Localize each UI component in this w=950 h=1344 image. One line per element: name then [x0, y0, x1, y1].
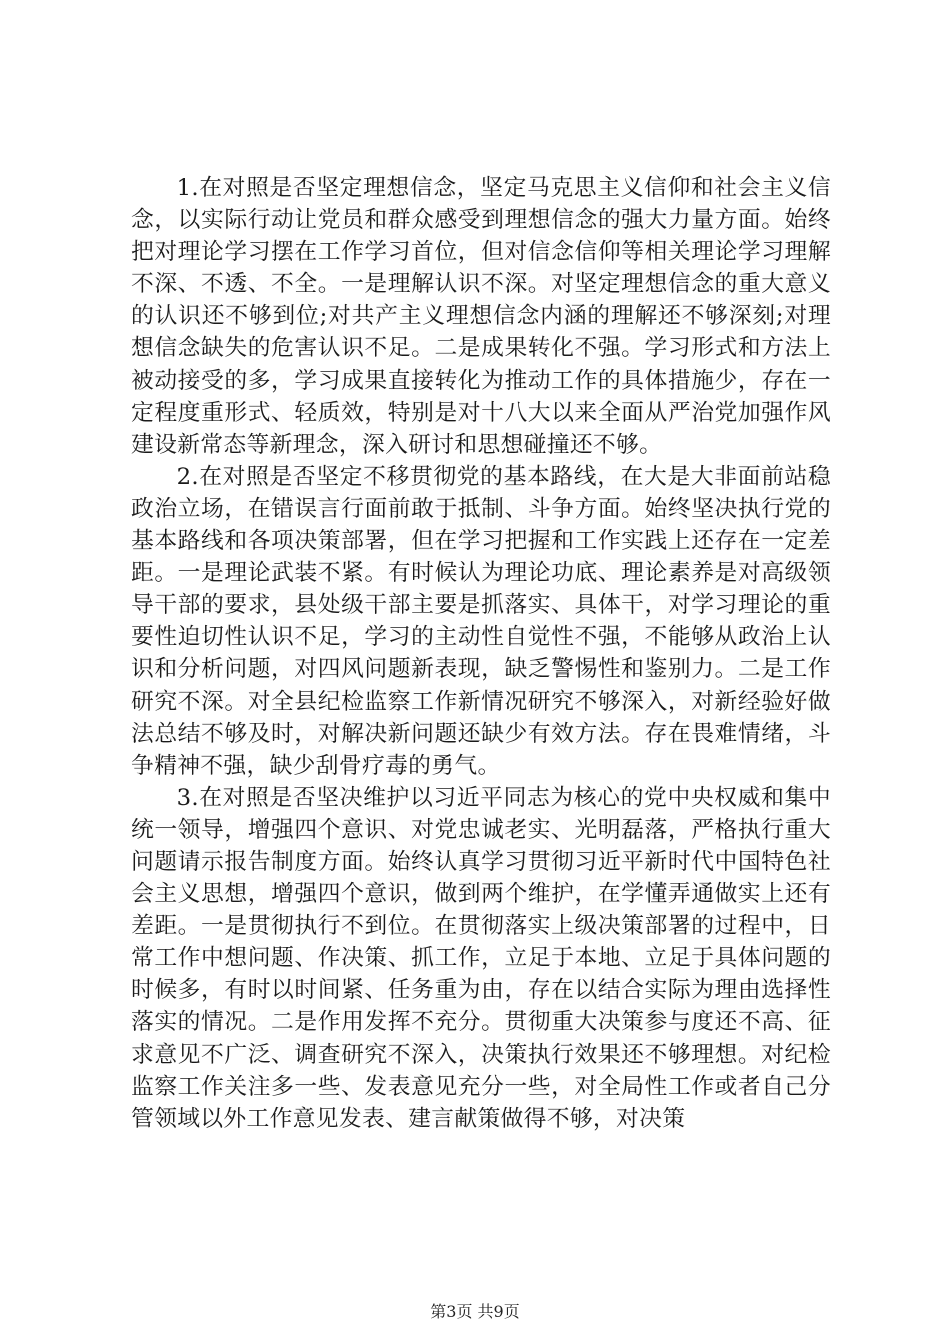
paragraph-2: 2.在对照是否坚定不移贯彻党的基本路线，在大是大非面前站稳政治立场，在错误言行面前敢于抵制、斗争方面。始终坚决执行党的基本路线和各项决策部署，但在学习把握和工作实践上还存在一定差距。一是理论武装不紧。有时候认为理论功底、理论素养是对高级领导干部的要求，县处级干部主要是抓落实、具体干，对学习理论的重要性迫切性认识不足，学习的主动性自觉性不强，不能够从政治上认识和分析问题，对四风问题新表现，缺乏警惕性和鉴别力。二是工作研究不深。对全县纪检监察工作新情况研究不够深入，对新经验好做法总结不够及时，对解决新问题还缺少有效方法。存在畏难情绪，斗争精神不强，缺少刮骨疗毒的勇气。 — [131, 463, 831, 779]
paragraph-1: 1.在对照是否坚定理想信念，坚定马克思主义信仰和社会主义信念，以实际行动让党员和群众感受到理想信念的强大力量方面。始终把对理论学习摆在工作学习首位，但对信念信仰等相关理论学习理解不深、不透、不全。一是理解认识不深。对坚定理想信念的重大意义的认识还不够到位;对共产主义理想信念内涵的理解还不够深刻;对理想信念缺失的危害认识不足。二是成果转化不强。学习形式和方法上被动接受的多，学习成果直接转化为推动工作的具体措施少，存在一定程度重形式、轻质效，特别是对十八大以来全面从严治党加强作风建设新常态等新理念，深入研讨和思想碰撞还不够。 — [131, 175, 831, 458]
document-body — [131, 172, 831, 1135]
page-footer: 第3页 共9页 — [430, 1302, 520, 1321]
paragraph-3: 3.在对照是否坚决维护以习近平同志为核心的党中央权威和集中统一领导，增强四个意识、对党忠诚老实、光明磊落，严格执行重大问题请示报告制度方面。始终认真学习贯彻习近平新时代中国特色社会主义思想，增强四个意识，做到两个维护，在学懂弄通做实上还有差距。一是贯彻执行不到位。在贯彻落实上级决策部署的过程中，日常工作中想问题、作决策、抓工作，立足于本地、立足于具体问题的时候多，有时以时间紧、任务重为由，存在以结合实际为理由选择性落实的情况。二是作用发挥不充分。贯彻重大决策参与度还不高、征求意见不广泛、调查研究不深入，决策执行效果还不够理想。对纪检监察工作关注多一些、发表意见充分一些，对全局性工作或者自己分管领域以外工作意见发表、建言献策做得不够，对决策 — [131, 784, 831, 1132]
